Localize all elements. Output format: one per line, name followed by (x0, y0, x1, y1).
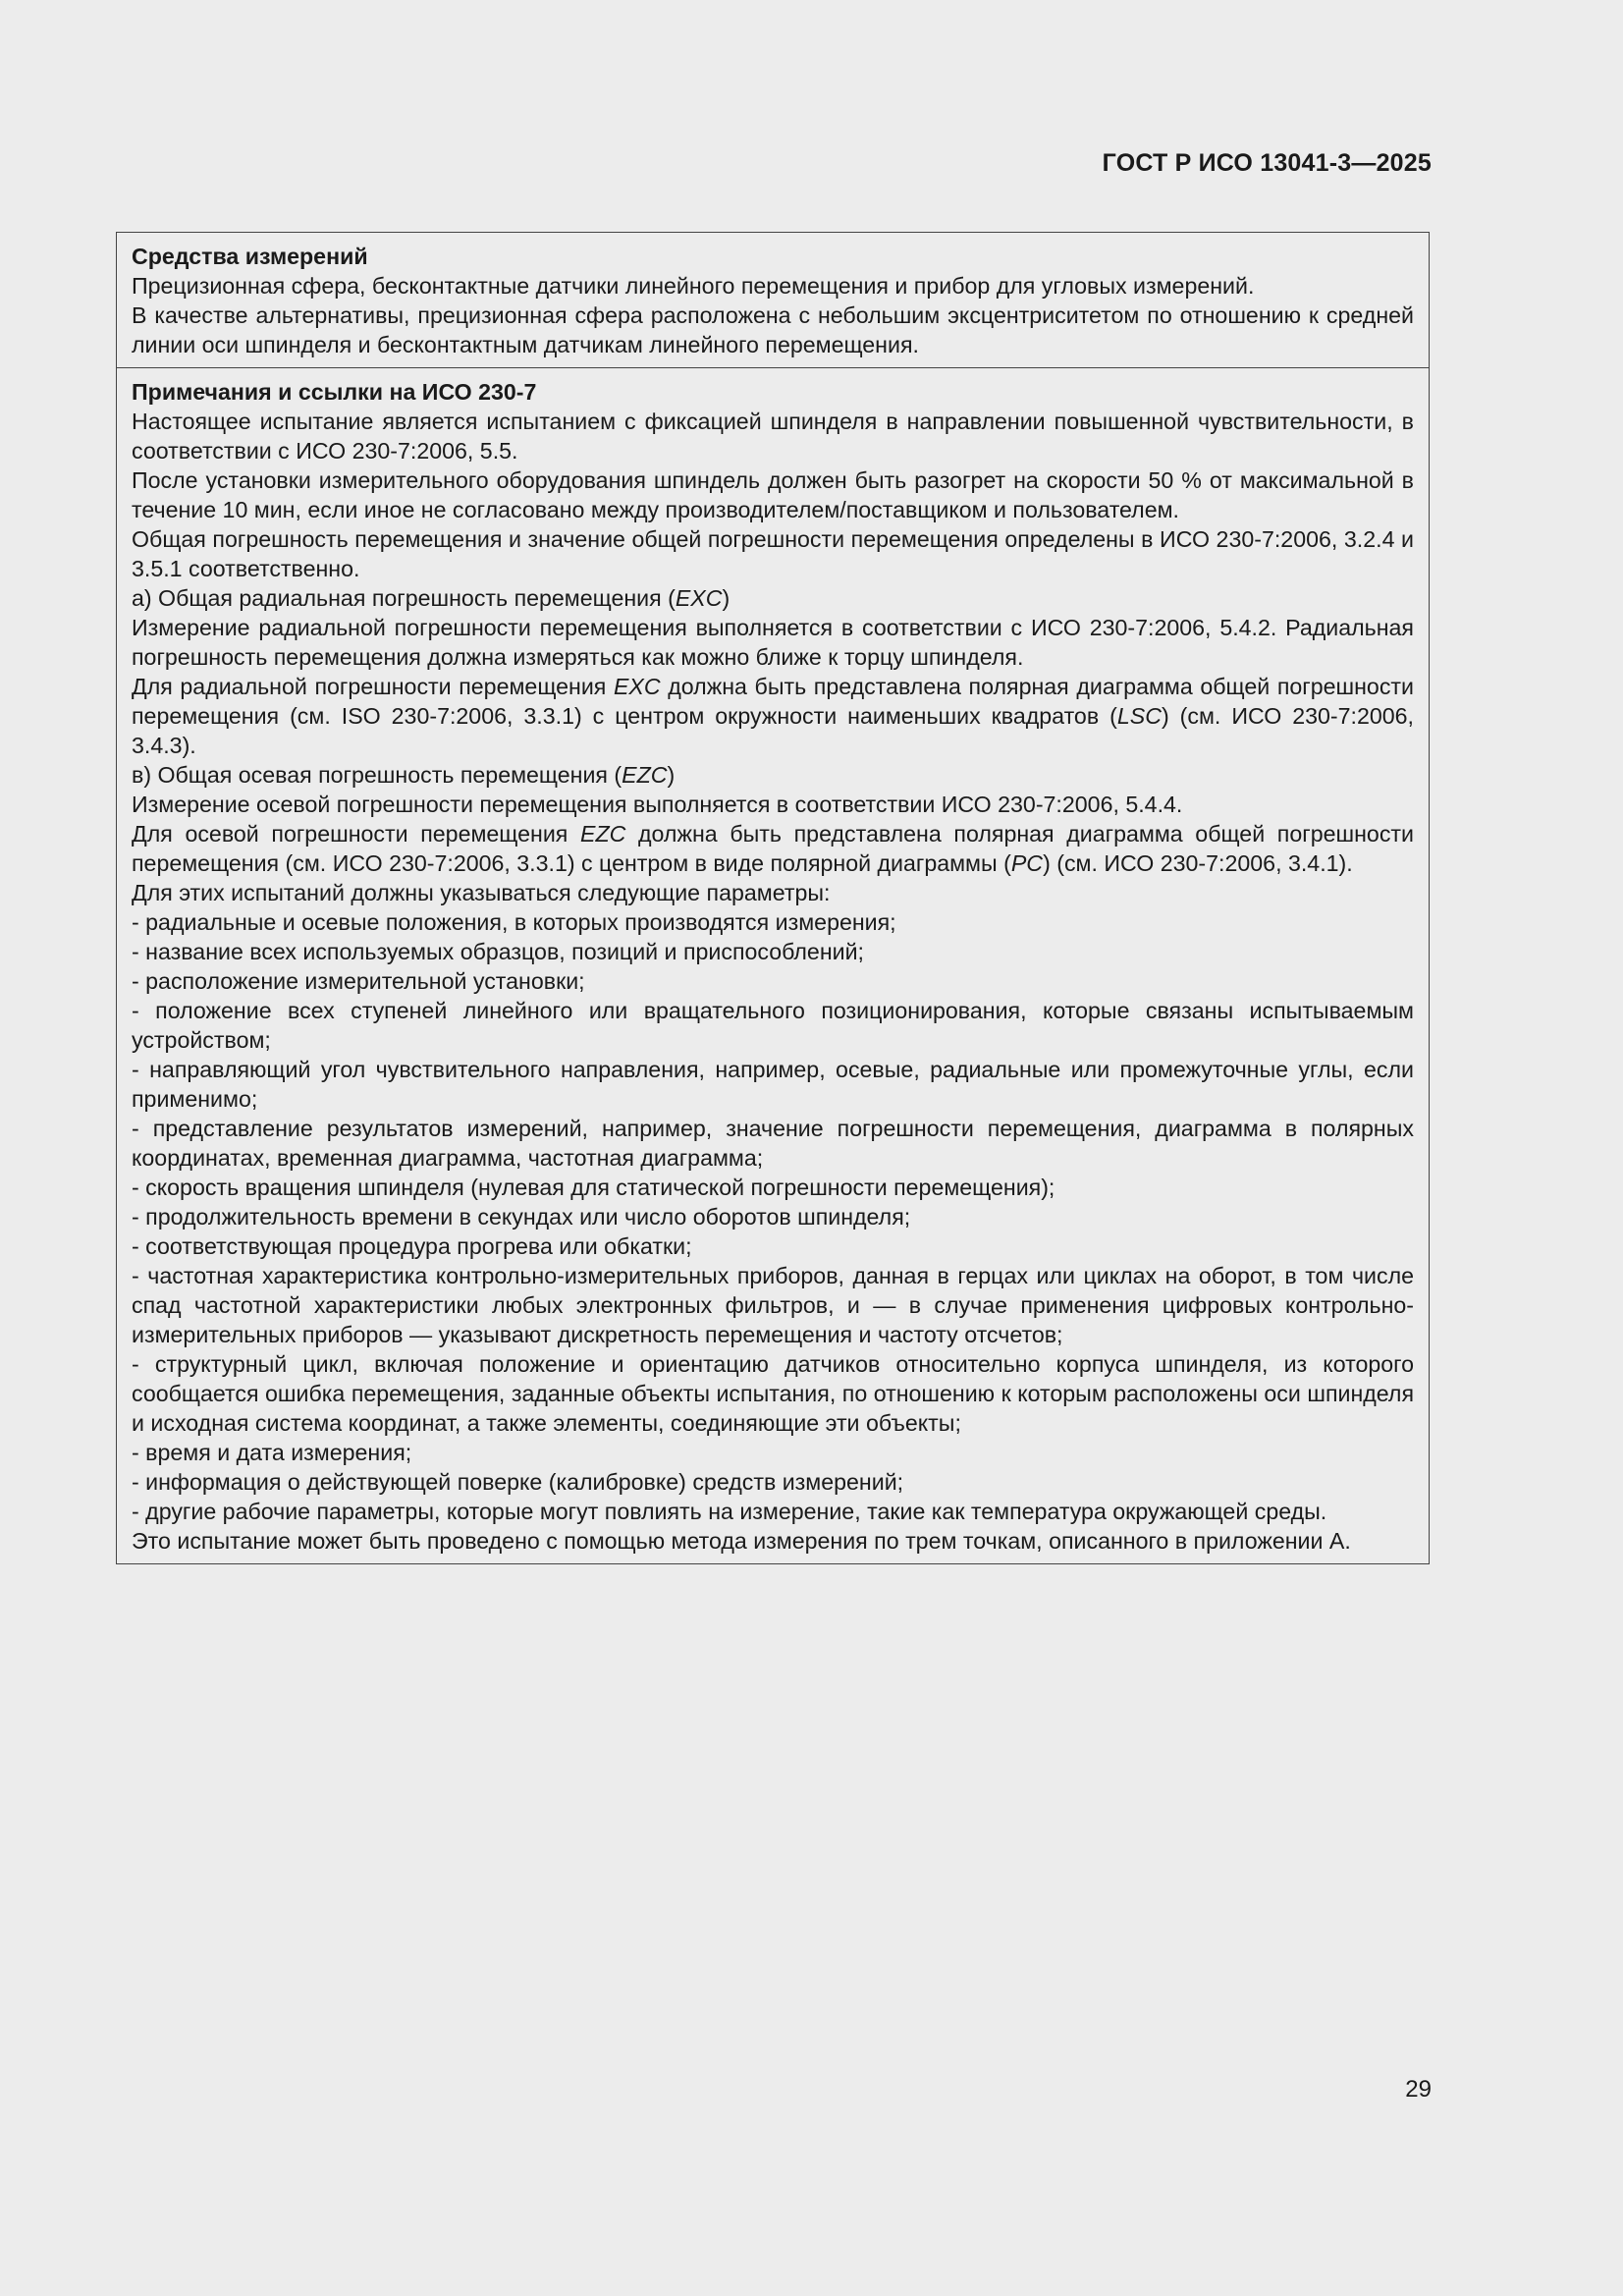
document-id-header: ГОСТ Р ИСО 13041-3—2025 (1102, 149, 1432, 177)
axial-error-heading: в) Общая осевая погрешность перемещения (EZC) (132, 762, 676, 788)
ezc-symbol: EZC (622, 762, 668, 788)
parameter-item: - название всех используемых образцов, позиций и приспособлений; (132, 939, 864, 964)
parameter-item: - информация о действующей поверке (калибровке) средств измерений; (132, 1469, 904, 1495)
parameters-intro: Для этих испытаний должны указываться следующие параметры: (132, 880, 831, 905)
parameter-item: - направляющий угол чувствительного направления, например, осевые, радиальные или промежуточные углы, если применимо; (132, 1057, 1414, 1112)
page-number: 29 (1405, 2076, 1432, 2103)
notes-paragraph-4: Измерение радиальной погрешности перемещения выполняется в соответствии с ИСО 230-7:2006, 5.4.2. Радиальная погрешность перемещения должна измеряться как можно ближе к торцу шпинделя. (132, 615, 1414, 670)
parameter-item: - другие рабочие параметры, которые могут повлиять на измерение, такие как температура окружающей среды. (132, 1499, 1327, 1524)
exc-symbol: EXC (613, 674, 661, 699)
parameter-item: - положение всех ступеней линейного или вращательного позиционирования, которые связаны испытываемым устройством; (132, 998, 1414, 1053)
notes-paragraph-6: Измерение осевой погрешности перемещения выполняется в соответствии ИСО 230-7:2006, 5.4.4. (132, 792, 1183, 817)
parameter-item: - скорость вращения шпинделя (нулевая для статической погрешности перемещения); (132, 1175, 1055, 1200)
radial-error-heading: а) Общая радиальная погрешность перемещения (EXC) (132, 585, 730, 611)
notes-paragraph-2: После установки измерительного оборудования шпиндель должен быть разогрет на скорости 50 % от максимальной в течение 10 мин, если иное не согласовано между производителем/поставщиком и пользователем. (132, 467, 1414, 522)
notes-section (117, 367, 1429, 1563)
parameter-item: - расположение измерительной установки; (132, 968, 585, 994)
notes-title: Примечания и ссылки на ИСО 230-7 (132, 379, 537, 405)
test-description-table (116, 232, 1430, 1564)
parameter-item: - радиальные и осевые положения, в которых производятся измерения; (132, 909, 896, 935)
notes-paragraph-1: Настоящее испытание является испытанием с фиксацией шпинделя в направлении повышенной чувствительности, в соответствии с ИСО 230-7:2006, 5.5. (132, 409, 1414, 464)
exc-symbol: EXC (675, 585, 723, 611)
measurement-means-line-1: Прецизионная сфера, бесконтактные датчики линейного перемещения и прибор для угловых измерений. (132, 273, 1255, 299)
parameter-item: - представление результатов измерений, например, значение погрешности перемещения, диаграмма в полярных координатах, временная диаграмма, частотная диаграмма; (132, 1116, 1414, 1171)
measurement-means-line-2: В качестве альтернативы, прецизионная сфера расположена с небольшим эксцентриситетом по отношению к средней линии оси шпинделя и бесконтактным датчикам линейного перемещения. (132, 302, 1414, 357)
lsc-symbol: LSC (1116, 703, 1162, 729)
pc-symbol: PC (1010, 850, 1044, 876)
notes-paragraph-7: Для осевой погрешности перемещения EZC должна быть представлена полярная диаграмма общей погрешности перемещения (см. ИСО 230-7:2006, 3.3.1) с центром в виде полярной диаграммы (PC) (см. ИСО 230-7:2006, 3.4.1). (132, 821, 1414, 876)
parameter-item: - соответствующая процедура прогрева или обкатки; (132, 1233, 692, 1259)
closing-paragraph: Это испытание может быть проведено с помощью метода измерения по трем точкам, описанного в приложении А. (132, 1528, 1351, 1554)
measurement-means-title: Средства измерений (132, 244, 368, 269)
notes-paragraph-5: Для радиальной погрешности перемещения EXC должна быть представлена полярная диаграмма общей погрешности перемещения (см. ISO 230-7:2006, 3.3.1) с центром окружности наименьших квадратов (LSC) (см. ИСО 230-7:2006, 3.4.3). (132, 674, 1414, 758)
parameter-item: - время и дата измерения; (132, 1440, 412, 1465)
measurement-means-section (117, 233, 1429, 367)
parameter-item: - структурный цикл, включая положение и ориентацию датчиков относительно корпуса шпинделя, из которого сообщается ошибка перемещения, заданные объекты испытания, по отношению к которым расположены оси шпинделя и исходная система координат, а также элементы, соединяющие эти объекты; (132, 1351, 1414, 1436)
parameter-item: - продолжительность времени в секундах или число оборотов шпинделя; (132, 1204, 911, 1230)
notes-paragraph-3: Общая погрешность перемещения и значение общей погрешности перемещения определены в ИСО 230-7:2006, 3.2.4 и 3.5.1 соответственно. (132, 526, 1414, 581)
parameter-item: - частотная характеристика контрольно-измерительных приборов, данная в герцах или циклах на оборот, в том числе спад частотной характеристики любых электронных фильтров, и — в случае применения цифровых контрольно-измерительных приборов — указывают дискретность перемещения и частоту отсчетов; (132, 1263, 1414, 1347)
ezc-symbol: EZC (579, 821, 626, 847)
